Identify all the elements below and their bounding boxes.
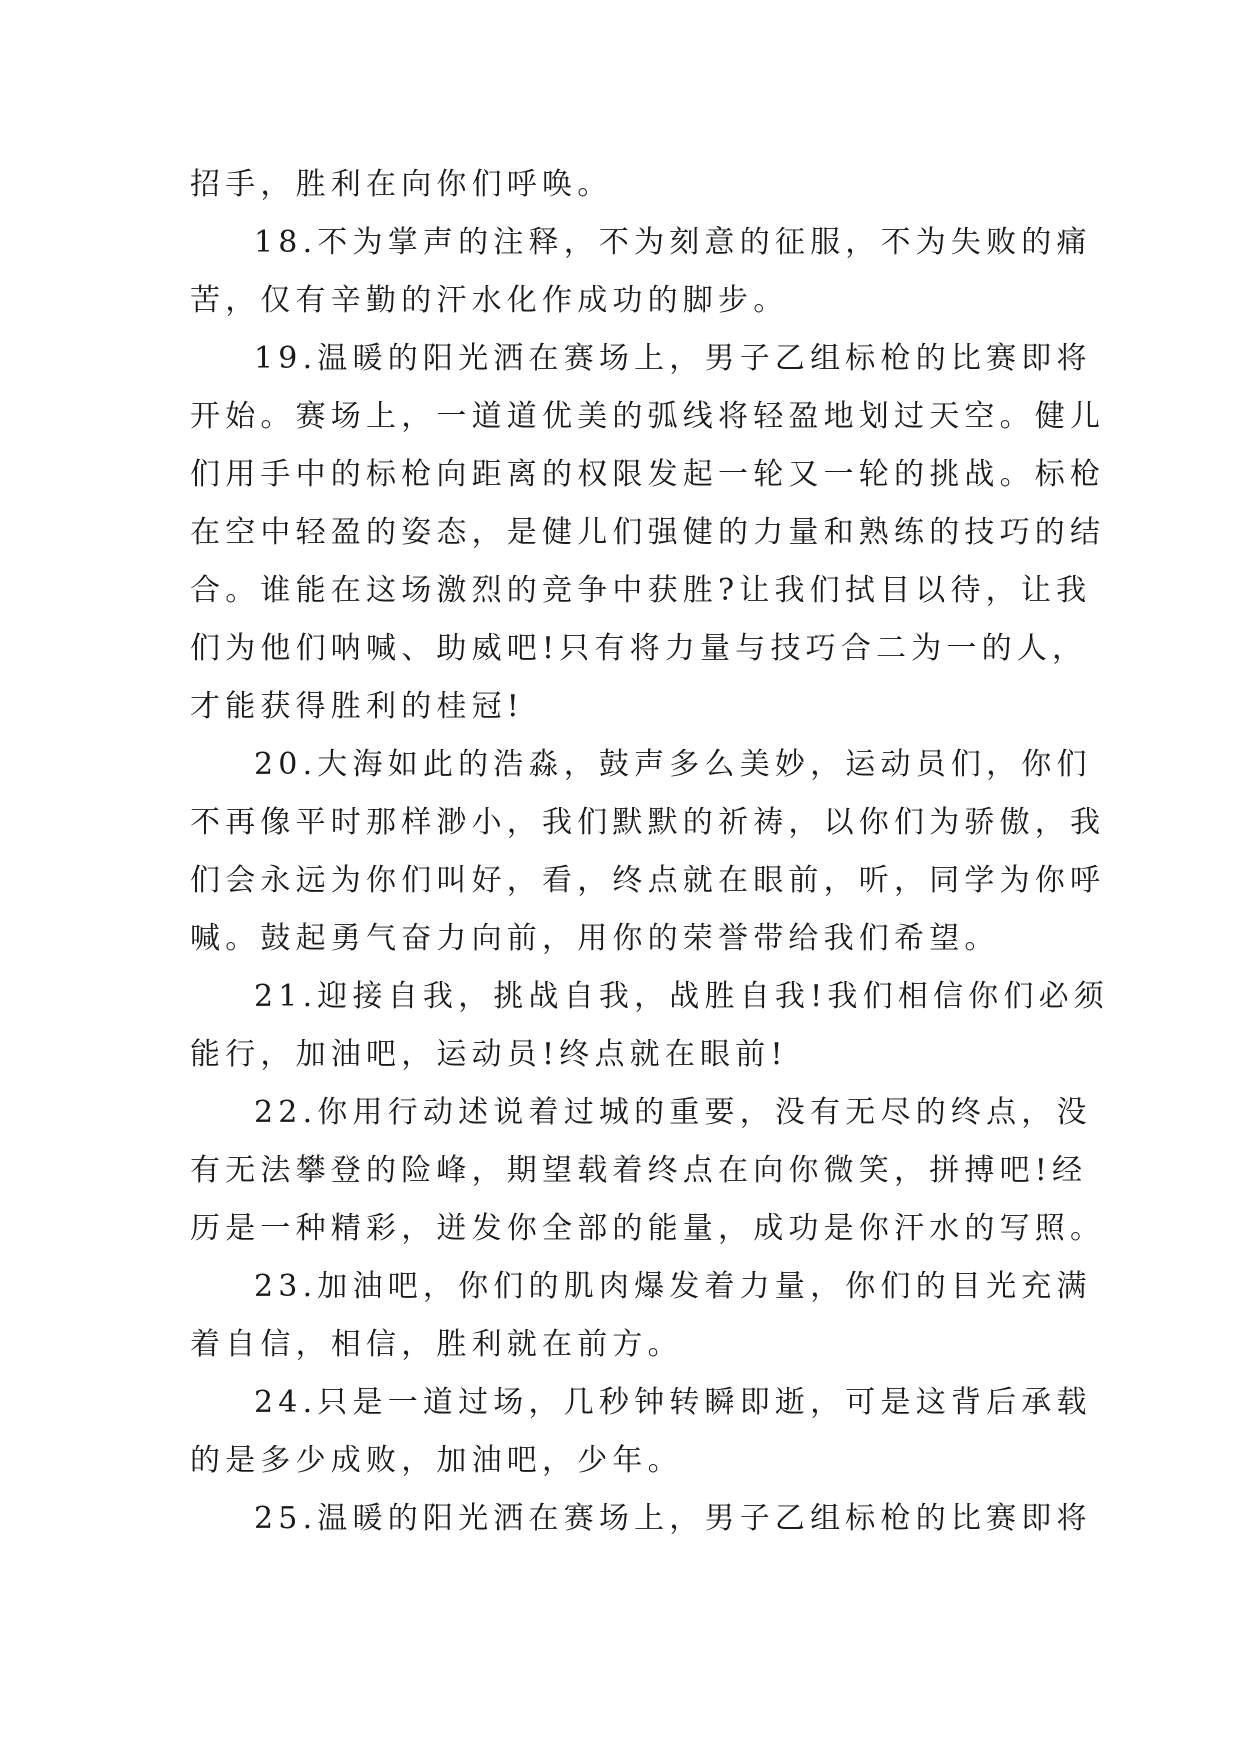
text-line: 们会永远为你们叫好，看，终点就在眼前，听，同学为你呼 xyxy=(190,863,1106,898)
text-line: 不再像平时那样渺小，我们默默的祈祷，以你们为骄傲，我 xyxy=(190,805,1106,840)
text-line: 20.大海如此的浩淼，鼓声多么美妙，运动员们，你们 xyxy=(254,747,1092,782)
text-line: 在空中轻盈的姿态，是健儿们强健的力量和熟练的技巧的结 xyxy=(190,515,1106,550)
text-line: 历是一种精彩，迸发你全部的能量，成功是你汗水的写照。 xyxy=(190,1211,1106,1246)
text-line: 18.不为掌声的注释，不为刻意的征服，不为失败的痛 xyxy=(254,225,1092,260)
text-line: 23.加油吧，你们的肌肉爆发着力量，你们的目光充满 xyxy=(254,1269,1092,1304)
text-line: 着自信，相信，胜利就在前方。 xyxy=(190,1327,683,1362)
text-line: 能行，加油吧，运动员!终点就在眼前! xyxy=(190,1037,788,1072)
text-line: 合。谁能在这场激烈的竞争中获胜?让我们拭目以待，让我 xyxy=(190,573,1092,608)
text-line: 开始。赛场上，一道道优美的弧线将轻盈地划过天空。健儿 xyxy=(190,399,1106,434)
text-line: 才能获得胜利的桂冠! xyxy=(190,689,525,724)
text-line: 22.你用行动述说着过城的重要，没有无尽的终点，没 xyxy=(254,1095,1092,1130)
text-line: 21.迎接自我，挑战自我，战胜自我!我们相信你们必须 xyxy=(254,979,1109,1014)
text-line: 们用手中的标枪向距离的权限发起一轮又一轮的挑战。标枪 xyxy=(190,457,1106,492)
text-line: 的是多少成败，加油吧，少年。 xyxy=(190,1443,683,1478)
text-line: 25.温暖的阳光洒在赛场上，男子乙组标枪的比赛即将 xyxy=(254,1501,1092,1536)
text-line: 24.只是一道过场，几秒钟转瞬即逝，可是这背后承载 xyxy=(254,1385,1092,1420)
text-line: 有无法攀登的险峰，期望载着终点在向你微笑，拼搏吧!经 xyxy=(190,1153,1088,1188)
text-line: 招手，胜利在向你们呼唤。 xyxy=(190,167,613,202)
text-line: 苦，仅有辛勤的汗水化作成功的脚步。 xyxy=(190,283,789,318)
text-line: 喊。鼓起勇气奋力向前，用你的荣誉带给我们希望。 xyxy=(190,921,1000,956)
document-body xyxy=(190,156,1109,1548)
text-line: 19.温暖的阳光洒在赛场上，男子乙组标枪的比赛即将 xyxy=(254,341,1092,376)
text-line: 们为他们呐喊、助威吧!只有将力量与技巧合二为一的人， xyxy=(190,631,1088,666)
